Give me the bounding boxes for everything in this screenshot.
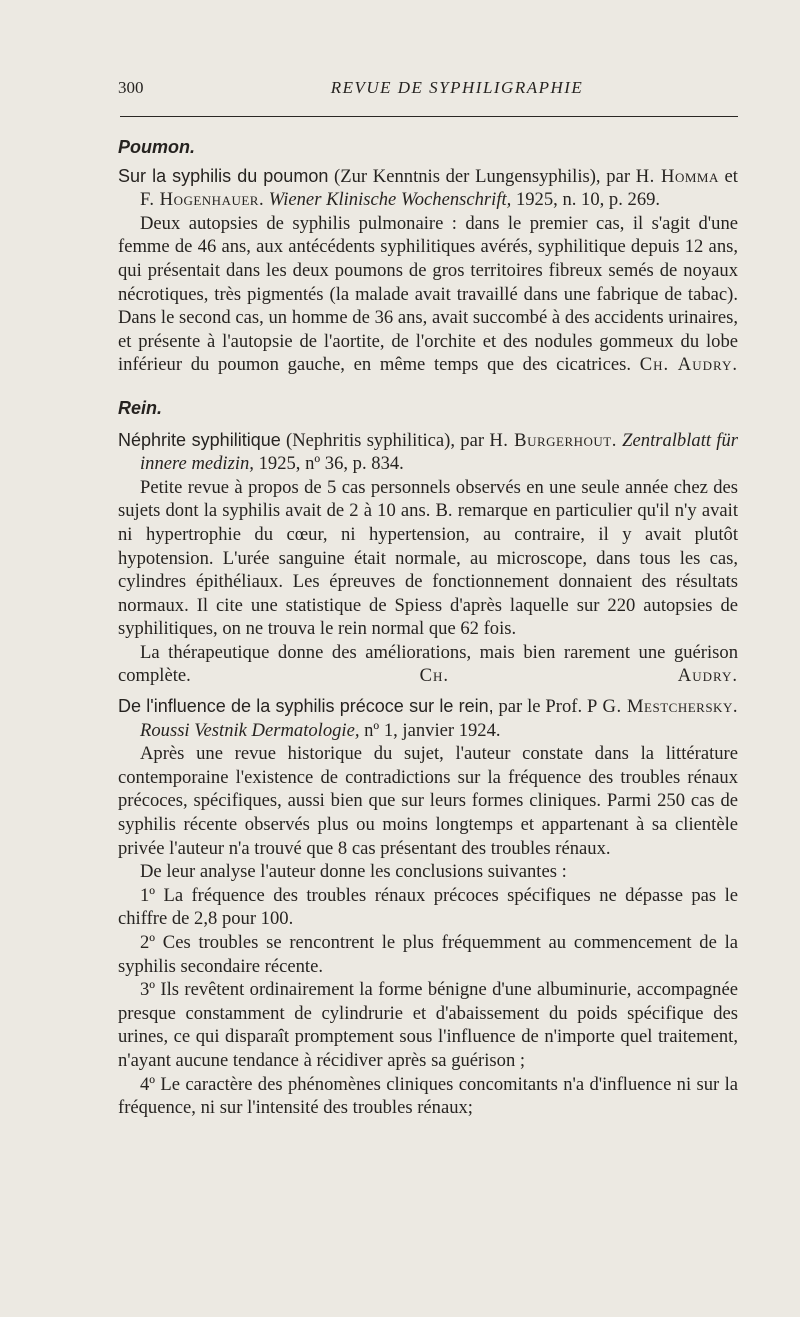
page-content <box>118 136 738 1127</box>
article-title: Sur la syphilis du poumon <box>118 165 329 186</box>
page-number: 300 <box>118 78 144 97</box>
author-name: P G. Mestchersky. <box>587 696 738 718</box>
section-title-rein: Rein. <box>118 397 163 418</box>
article-nephrite-syphilitique <box>118 429 738 689</box>
article-reference <box>118 429 738 476</box>
signature: Ch. Audry. <box>639 354 738 376</box>
conclusion-item: 1º La fréquence des troubles rénaux précoces spécifiques ne dépasse pas le chiffre de 2,8 pour 100. <box>118 884 738 930</box>
article-syphilis-poumon <box>118 165 738 377</box>
section-title-poumon: Poumon. <box>118 137 195 157</box>
article-title: De l'influence de la syphilis précoce sur le rein, <box>118 696 494 717</box>
conclusion-item: 2º Ces troubles se rencontrent le plus fréquemment au commencement de la syphilis secondaire récente. <box>118 932 738 977</box>
article-paragraph: Deux autopsies de syphilis pulmonaire : dans le premier cas, il s'agit d'une femme de 46 ans, aux antécédents syphilitiques avérés, syphilitique depuis 12 ans, qui présentait dans les deux poumons de gros territoires fibreux semés de noyaux nécrotiques, très pigmentés (la malade avait travaillé dans une fabrique de tabac). Dans le second cas, un homme de 36 ans, avait succombé à des accidents urinaires, et présente à l'autopsie de l'aortite, de l'orchite et des nodules gommeux du lobe inférieur du poumon gauche, en même temps que des cicatrices. Ch. Audry. <box>118 212 738 376</box>
reference-text: (Zur Kenntnis der Lungensyphilis), par <box>328 165 636 187</box>
author-name: F. Hogenhauer. <box>140 189 265 211</box>
article-title: Néphrite syphilitique <box>118 429 281 450</box>
publication-info: nº 1, janvier 1924. <box>359 719 501 741</box>
publication-info: 1925, n. 10, p. 269. <box>511 189 661 211</box>
journal-name: Zentralblatt für innere medizin, <box>140 429 739 475</box>
running-title: REVUE DE SYPHILIGRAPHIE <box>330 78 584 97</box>
author-name: H. Homma <box>635 165 719 187</box>
journal-name: Wiener Klinische Wochenschrift, <box>264 189 512 211</box>
reference-text: (Nephritis syphilitica), par <box>280 429 490 451</box>
header-rule <box>120 116 738 117</box>
journal-name: Roussi Vestnik Dermatologie, <box>140 719 360 741</box>
article-reference <box>118 695 738 742</box>
author-name: H. Burgerhout. <box>489 429 617 451</box>
reference-text: par le Prof. <box>493 696 587 718</box>
signature: Ch. Audry. <box>419 665 738 687</box>
publication-info: 1925, nº 36, p. 834. <box>253 453 404 475</box>
article-paragraph: La thérapeutique donne des améliorations, mais bien rarement une guérison complète. Ch. Audry. <box>118 641 738 687</box>
article-paragraph: De leur analyse l'auteur donne les conclusions suivantes : <box>140 861 567 883</box>
article-reference <box>118 165 738 212</box>
conclusion-item: 3º Ils revêtent ordinairement la forme bénigne d'une albuminurie, accompagnée presque constamment de cylindrurie et d'abaissement du poids spécifique des urines, ce qui disparaît promptement sous l'influence de n'importe quel traitement, n'ayant aucune tendance à récidiver après sa guérison ; <box>118 979 738 1071</box>
page-header <box>118 78 736 106</box>
conclusion-item: 4º Le caractère des phénomènes cliniques concomitants n'a d'influence ni sur la fréquence, ni sur l'intensité des troubles rénaux; <box>118 1073 738 1119</box>
article-paragraph: Petite revue à propos de 5 cas personnels observés en une seule année chez des sujets dont la syphilis avait de 2 à 10 ans. B. remarque en particulier qu'il n'y avait ni hypertrophie du cœur, ni hypertension, au contraire, il y avait plutôt hypotension. L'urée sanguine était normale, au microscope, dans tous les cas, cylindres épithéliaux. Les épreuves de fonctionnement donnaient des résultats normaux. Il cite une statistique de Spiess d'après laquelle sur 220 autopsies de syphilitiques, on ne trouva le rein normal que 62 fois. <box>118 476 738 640</box>
reference-text: et <box>718 165 738 187</box>
article-syphilis-precoce-rein <box>118 695 738 1120</box>
article-paragraph: Après une revue historique du sujet, l'auteur constate dans la littérature contemporaine l'existence de contradictions sur la fréquence des troubles rénaux précoces, spécifiques, aussi bien que sur leurs formes cliniques. Parmi 250 cas de syphilis récente observés plus ou moins longtemps et appartenant à sa clientèle privée l'auteur n'a trouvé que 8 cas présentant des troubles rénaux. <box>118 743 738 859</box>
